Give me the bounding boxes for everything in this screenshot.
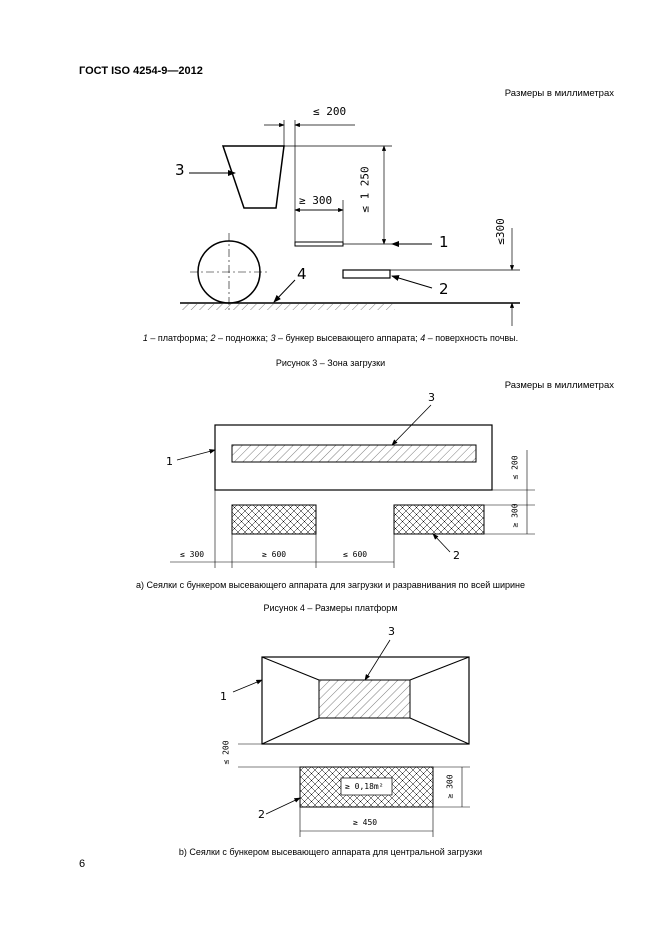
fig4a-dim-gap: ≤ 600 — [343, 550, 368, 559]
fig4b-subcaption: b) Сеялки с бункером высевающего аппарата для центральной загрузки — [178, 847, 483, 857]
fig4a-dim-side: ≤ 300 — [180, 550, 205, 559]
fig4a-dim-step-h: ≥ 300 — [510, 503, 520, 528]
fig4b-dim-v-gap: ≤ 200 — [221, 740, 231, 765]
fig4b-label-2: 2 — [258, 808, 265, 821]
fig4b-dim-area: ≥ 0,18m² — [345, 782, 384, 791]
fig3-label-4: 4 — [297, 265, 307, 283]
fig4b-label-1: 1 — [220, 690, 227, 703]
fig4a-label-1: 1 — [166, 455, 173, 468]
fig3-label-2: 2 — [439, 280, 449, 298]
fig4-caption: Рисунок 4 – Размеры платформ — [263, 603, 398, 613]
fig4b-dim-step-h: ≥ 300 — [445, 774, 455, 799]
units-note-fig3: Размеры в миллиметрах — [504, 88, 614, 99]
fig4b-dim-step-w: ≥ 450 — [353, 818, 378, 827]
fig3-dim-step: ≤300 — [493, 218, 507, 245]
fig4a-label-2: 2 — [453, 549, 460, 562]
fig4a-dim-step-w: ≥ 600 — [262, 550, 287, 559]
fig3-dim-width: ≥ 300 — [299, 194, 333, 207]
fig4b-label-3: 3 — [388, 625, 395, 638]
hopper-shape — [223, 146, 284, 208]
fig3-legend: 1 – платформа; 2 – подножка; 3 – бункер высевающего аппарата; 4 – поверхность почвы. — [142, 333, 519, 343]
document-header: ГОСТ ISO 4254-9—2012 — [79, 65, 203, 77]
fig3-label-1: 1 — [439, 233, 449, 251]
fig4b-hopper-rect — [319, 680, 410, 718]
fig4a-step-left — [232, 505, 316, 534]
step-shape — [343, 270, 390, 278]
fig3-dim-top-gap: ≤ 200 — [313, 105, 347, 118]
fig4a-label-3: 3 — [428, 391, 435, 404]
fig3-dim-height: ≤ 1 250 — [358, 166, 372, 213]
fig3-caption: Рисунок 3 – Зона загрузки — [275, 358, 386, 368]
fig4a-step-right — [394, 505, 484, 534]
fig4a-dim-v-gap: ≤ 200 — [510, 455, 520, 480]
platform-shape — [295, 242, 343, 246]
fig3-label-3: 3 — [175, 161, 185, 179]
fig4a-platform-rect — [232, 445, 476, 462]
page-number: 6 — [79, 858, 86, 870]
fig4a-subcaption: а) Сеялки с бункером высевающего аппарата для загрузки и разравнивания по всей ширине — [135, 580, 525, 590]
units-note-fig4: Размеры в миллиметрах — [504, 380, 614, 391]
